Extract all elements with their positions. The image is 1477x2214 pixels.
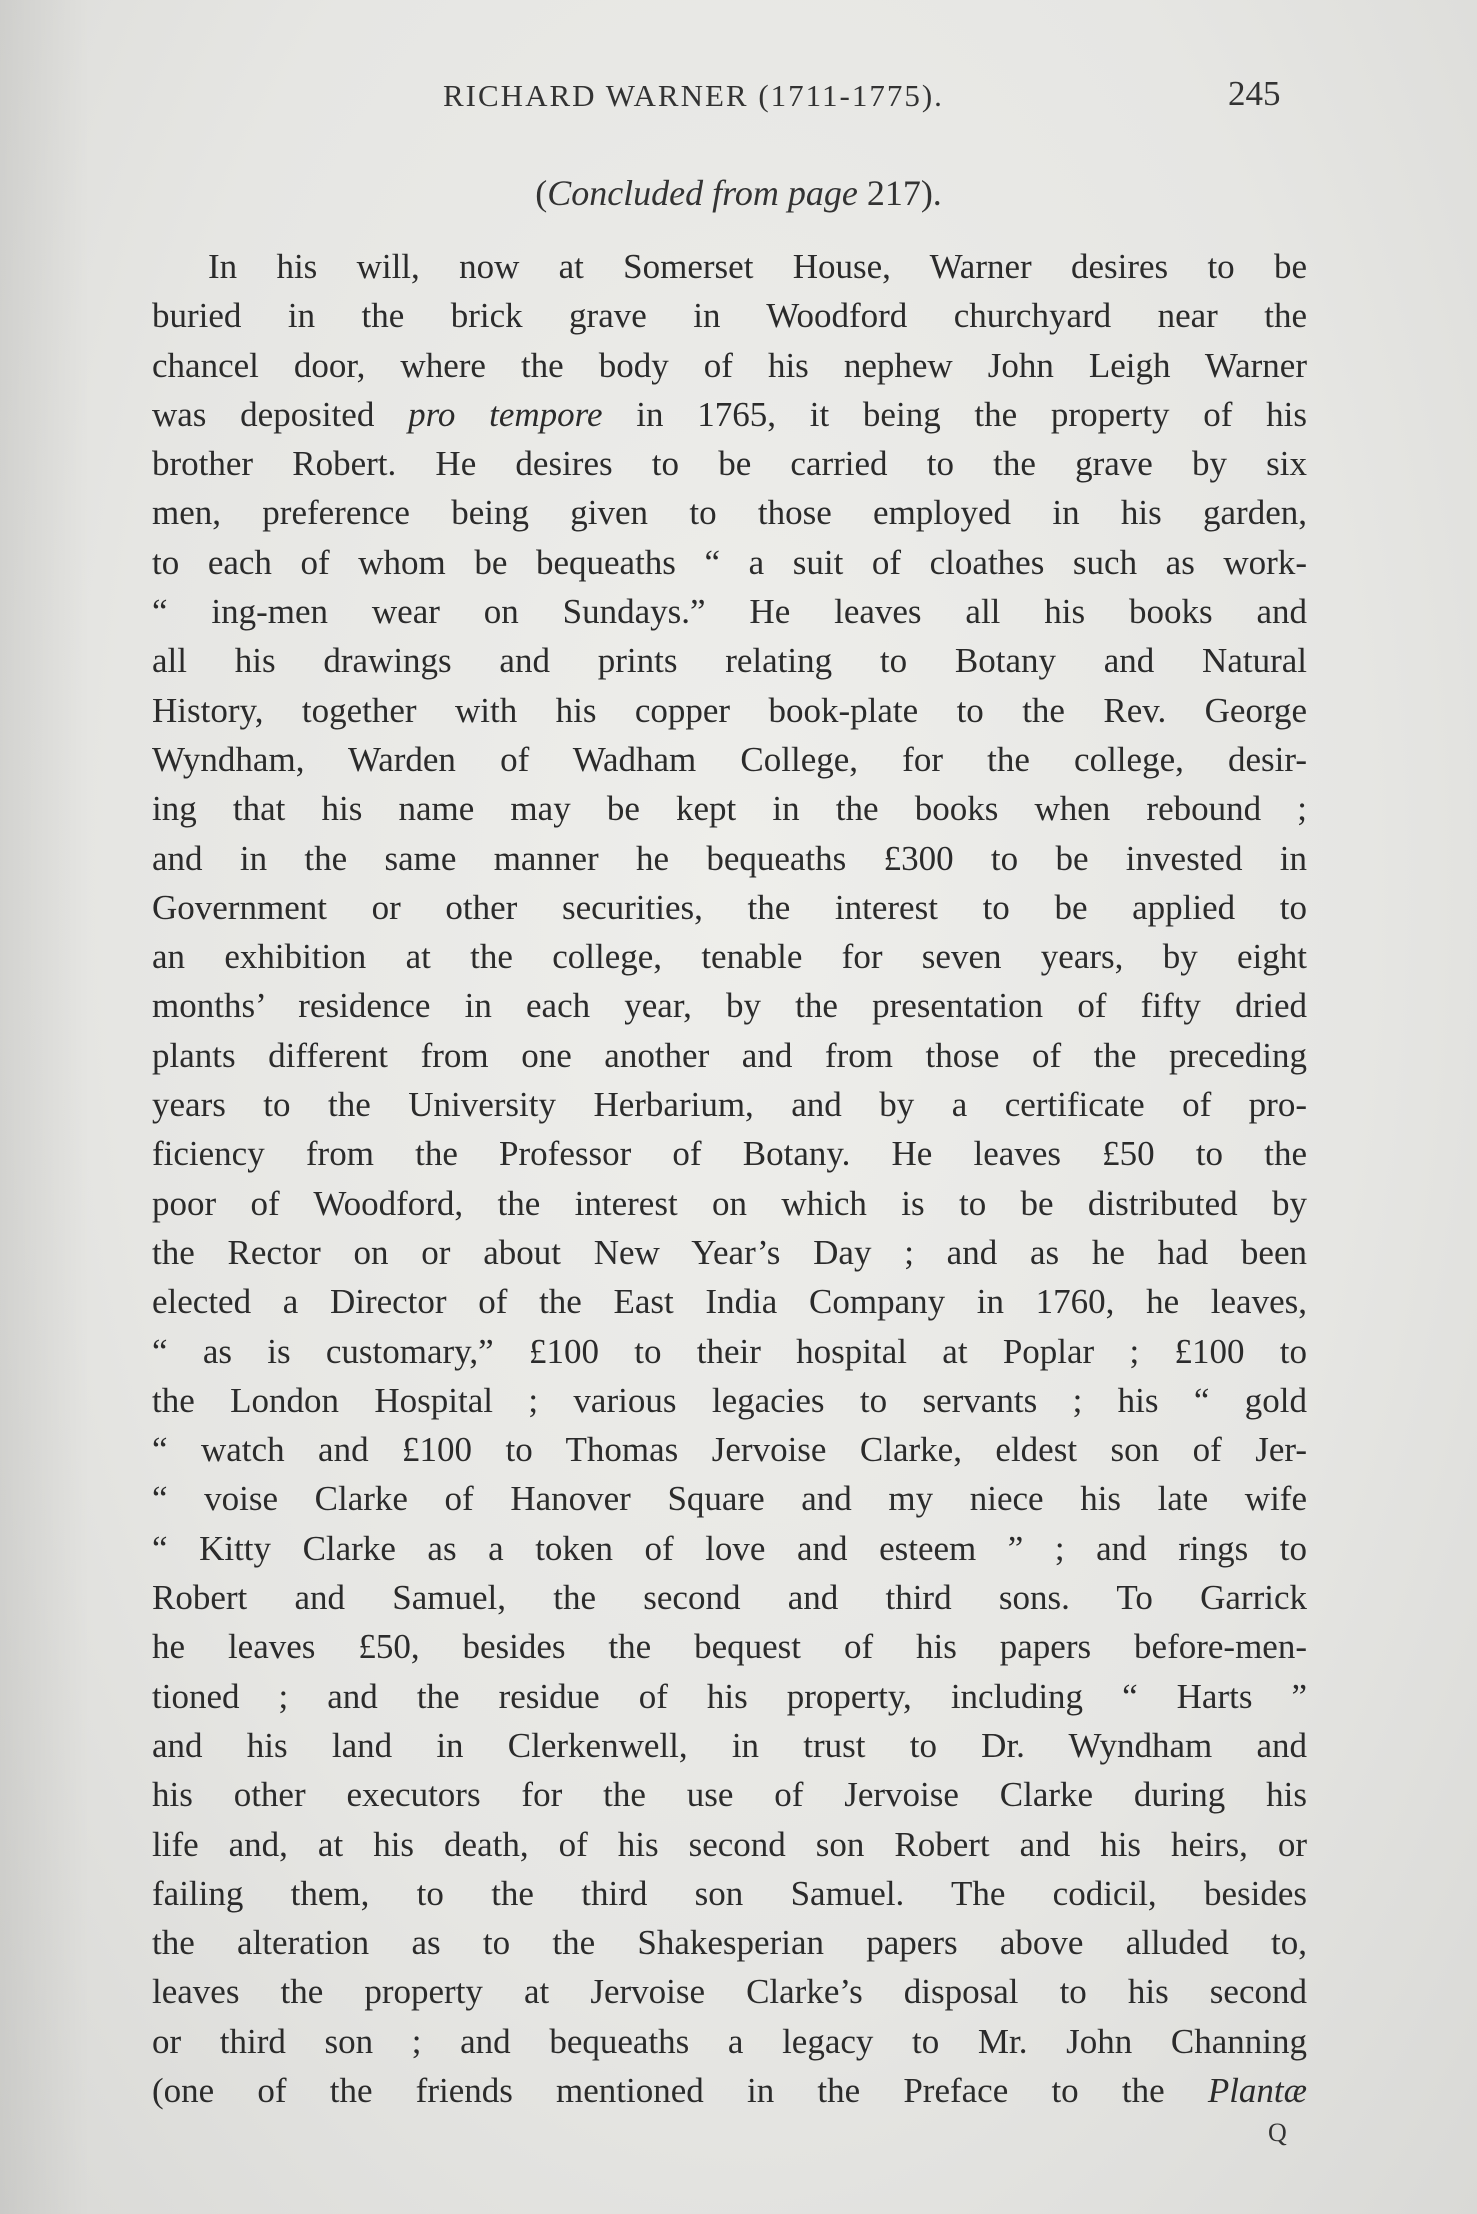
text-line: the London Hospital ; various legacies to servants ; his “ gold — [152, 1380, 1307, 1420]
text-line: buried in the brick grave in Woodford churchyard near the — [152, 296, 1307, 336]
text-line: plants different from one another and from those of the preceding — [152, 1035, 1307, 1075]
text-line: “ Kitty Clarke as a token of love and esteem ” ; and rings to — [152, 1528, 1307, 1568]
text-line: he leaves £50, besides the bequest of his papers before-men- — [152, 1627, 1307, 1667]
text-line: men, preference being given to those employed in his garden, — [152, 493, 1307, 533]
text-line: the alteration as to the Shakesperian papers above alluded to, — [152, 1923, 1307, 1963]
text-line: an exhibition at the college, tenable for seven years, by eight — [152, 937, 1307, 977]
text-line: ficiency from the Professor of Botany. He leaves £50 to the — [152, 1134, 1307, 1174]
text-line: years to the University Herbarium, and by a certificate of pro- — [152, 1085, 1307, 1125]
page-number: 245 — [1228, 74, 1281, 113]
continuation-note — [0, 172, 1477, 214]
text-line: Robert and Samuel, the second and third sons. To Garrick — [152, 1578, 1307, 1618]
running-head: RICHARD WARNER (1711-1775). — [443, 78, 944, 113]
text-line: all his drawings and prints relating to Botany and Natural — [152, 641, 1307, 681]
text-line: life and, at his death, of his second son Robert and his heirs, or — [152, 1824, 1307, 1864]
continuation-page: 217). — [857, 173, 942, 213]
text-line: brother Robert. He desires to be carried to the grave by six — [152, 444, 1307, 484]
text-line: the Rector on or about New Year’s Day ; and as he had been — [152, 1232, 1307, 1272]
text-line: ing that his name may be kept in the books when rebound ; — [152, 789, 1307, 829]
text-line: Government or other securities, the interest to be applied to — [152, 887, 1307, 927]
text-line: tioned ; and the residue of his property, including “ Harts ” — [152, 1676, 1307, 1716]
text-line: chancel door, where the body of his nephew John Leigh Warner — [152, 345, 1307, 385]
continuation-italic: Concluded from page — [547, 173, 858, 213]
text-line: In his will, now at Somerset House, Warner desires to be — [208, 247, 1307, 286]
text-line: his other executors for the use of Jervoise Clarke during his — [152, 1775, 1307, 1815]
text-line: to each of whom be bequeaths “ a suit of cloathes such as work- — [152, 542, 1307, 582]
text-line: poor of Woodford, the interest on which is to be distributed by — [152, 1183, 1307, 1223]
text-line: and his land in Clerkenwell, in trust to Dr. Wyndham and — [152, 1725, 1307, 1765]
text-line: “ watch and £100 to Thomas Jervoise Clarke, eldest son of Jer- — [152, 1430, 1307, 1470]
text-line: elected a Director of the East India Company in 1760, he leaves, — [152, 1282, 1307, 1322]
text-line: Wyndham, Warden of Wadham College, for the college, desir- — [152, 739, 1307, 779]
text-line: was deposited pro tempore in 1765, it being the property of his — [152, 394, 1307, 434]
text-line: months’ residence in each year, by the presentation of fifty dried — [152, 986, 1307, 1026]
text-line: failing them, to the third son Samuel. The codicil, besides — [152, 1873, 1307, 1913]
body-paragraph — [152, 242, 1307, 2115]
text-line: “ as is customary,” £100 to their hospital at Poplar ; £100 to — [152, 1331, 1307, 1371]
text-line: (one of the friends mentioned in the Preface to the Plantæ — [152, 2070, 1307, 2110]
text-line: “ voise Clarke of Hanover Square and my niece his late wife — [152, 1479, 1307, 1519]
continuation-open: ( — [535, 173, 548, 213]
signature-mark: Q — [1268, 2118, 1287, 2147]
text-line: leaves the property at Jervoise Clarke’s disposal to his second — [152, 1972, 1307, 2012]
italic-phrase: pro tempore — [408, 394, 603, 434]
text-line: or third son ; and bequeaths a legacy to Mr. John Channing — [152, 2021, 1307, 2061]
text-line: History, together with his copper book-plate to the Rev. George — [152, 690, 1307, 730]
text-line: “ ing-men wear on Sundays.” He leaves all his books and — [152, 592, 1307, 632]
text-line: and in the same manner he bequeaths £300 to be invested in — [152, 838, 1307, 878]
italic-phrase: Plantæ — [1207, 2070, 1307, 2110]
